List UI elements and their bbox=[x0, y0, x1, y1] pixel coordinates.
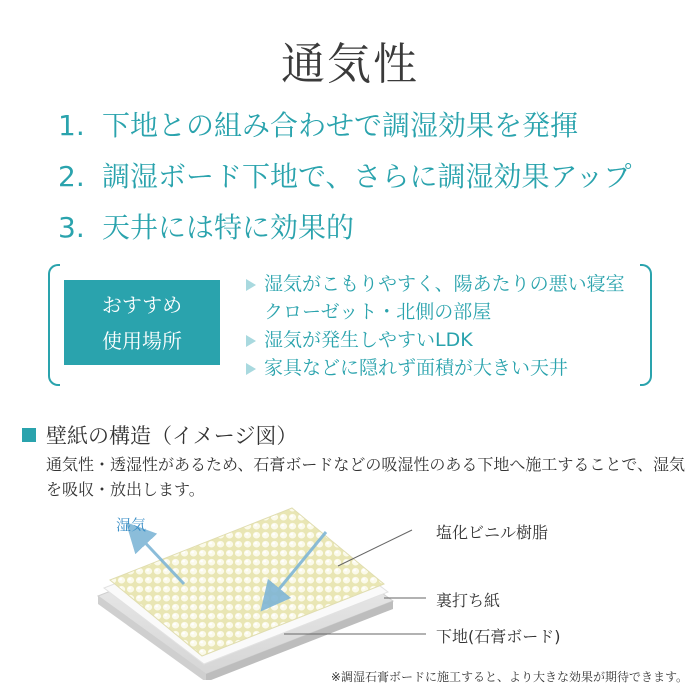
list-item: 湿気が発生しやすいLDK bbox=[246, 326, 625, 354]
bracket-left bbox=[48, 264, 60, 386]
point-number: 1. bbox=[58, 109, 85, 142]
point-text: 下地との組み合わせで調湿効果を発揮 bbox=[102, 109, 579, 142]
bracket-right bbox=[640, 264, 652, 386]
recommend-badge bbox=[64, 280, 220, 365]
feature-point-1 bbox=[58, 104, 578, 144]
triangle-bullet-icon bbox=[246, 279, 256, 291]
point-text: 調湿ボード下地で、さらに調湿効果アップ bbox=[102, 160, 632, 193]
section-description: 通気性・透湿性があるため、石膏ボードなどの吸湿性のある下地へ施工することで、湿気を吸収・放出します。 bbox=[46, 455, 686, 499]
page-title: 通気性 bbox=[281, 39, 419, 90]
wallpaper-structure-diagram bbox=[0, 500, 700, 680]
list-item: 湿気がこもりやすく、陽あたりの悪い寝室 bbox=[246, 270, 625, 298]
feature-point-2 bbox=[58, 155, 631, 195]
square-bullet-icon bbox=[22, 428, 36, 442]
leader-line-vinyl bbox=[338, 530, 412, 566]
label-vinyl: 塩化ビニル樹脂 bbox=[436, 523, 549, 542]
feature-point-3 bbox=[58, 206, 354, 246]
vapor-label: 湿気 bbox=[116, 516, 147, 534]
triangle-bullet-icon bbox=[246, 335, 256, 347]
point-number: 2. bbox=[58, 160, 85, 193]
footnote: ※調湿石膏ボードに施工すると、より大きな効果が期待できます。 bbox=[330, 670, 688, 684]
recommend-badge-line1: おすすめ bbox=[101, 292, 183, 317]
list-item: クローゼット・北側の部屋 bbox=[264, 301, 492, 323]
list-item: 家具などに隠れず面積が大きい天井 bbox=[246, 354, 625, 382]
triangle-bullet-icon bbox=[246, 363, 256, 375]
recommend-badge-line2: 使用場所 bbox=[102, 328, 182, 353]
point-text: 天井には特に効果的 bbox=[102, 211, 355, 244]
point-number: 3. bbox=[58, 211, 85, 244]
label-backing: 裏打ち紙 bbox=[436, 591, 501, 610]
label-base: 下地(石膏ボード) bbox=[436, 627, 561, 646]
recommend-list bbox=[246, 270, 625, 382]
section-heading: 壁紙の構造（イメージ図） bbox=[22, 420, 297, 450]
